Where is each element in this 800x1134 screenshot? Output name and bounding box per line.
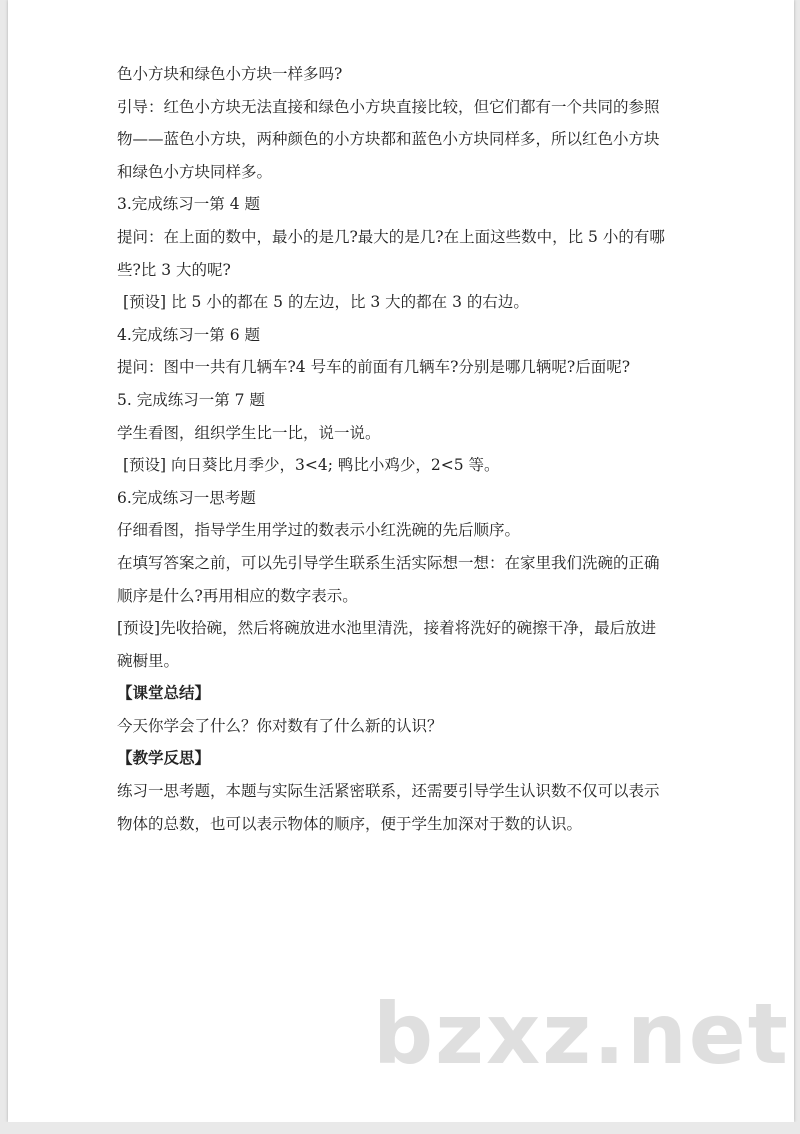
text-line: 仔细看图，指导学生用学过的数表示小红洗碗的先后顺序。 — [117, 521, 521, 540]
text-line: 和绿色小方块同样多。 — [117, 162, 273, 181]
text-line: 物体的总数，也可以表示物体的顺序，便于学生加深对于数的认识。 — [117, 814, 583, 833]
preset-answer: [预设]先收拾碗，然后将碗放进水池里清洗，接着将洗好的碗擦干净，最后放进 — [117, 619, 657, 638]
text-line: 提问：在上面的数中，最小的是几?最大的是几?在上面这些数中，比 5 小的有哪 — [117, 227, 665, 246]
exercise-heading: 6.完成练习一思考题 — [117, 488, 256, 507]
text-line: 提问：图中一共有几辆车?4 号车的前面有几辆车?分别是哪几辆呢?后面呢? — [117, 358, 631, 377]
text-line: 学生看图，组织学生比一比，说一说。 — [117, 423, 381, 442]
exercise-heading: 4.完成练习一第 6 题 — [117, 325, 261, 344]
text-line: 碗橱里。 — [117, 651, 180, 670]
text-line: 物——蓝色小方块，两种颜色的小方块都和蓝色小方块同样多，所以红色小方块 — [117, 130, 660, 149]
watermark: bzxz.net — [373, 985, 790, 1083]
text-line: 顺序是什么?再用相应的数字表示。 — [117, 586, 358, 605]
document-body — [117, 58, 707, 840]
text-line: 今天你学会了什么？你对数有了什么新的认识？ — [117, 716, 443, 735]
text-line: 色小方块和绿色小方块一样多吗? — [117, 65, 343, 83]
text-line: 些?比 3 大的呢? — [117, 260, 231, 279]
section-heading-summary: 【课堂总结】 — [117, 683, 211, 703]
text-line: 引导：红色小方块无法直接和绿色小方块直接比较，但它们都有一个共同的参照 — [117, 97, 660, 116]
preset-answer: [预设] 向日葵比月季少，3<4; 鸭比小鸡少，2<5 等。 — [123, 456, 500, 475]
page-gap — [0, 1122, 800, 1134]
text-line: 练习一思考题，本题与实际生活紧密联系，还需要引导学生认识数不仅可以表示 — [117, 782, 660, 801]
exercise-heading: 5. 完成练习一第 7 题 — [117, 390, 265, 409]
section-heading-reflection: 【教学反思】 — [117, 748, 211, 768]
document-page — [8, 0, 794, 1122]
preset-answer: [预设] 比 5 小的都在 5 的左边，比 3 大的都在 3 的右边。 — [123, 293, 529, 312]
exercise-heading: 3.完成练习一第 4 题 — [117, 195, 261, 214]
text-line: 在填写答案之前，可以先引导学生联系生活实际想一想：在家里我们洗碗的正确 — [117, 553, 660, 572]
